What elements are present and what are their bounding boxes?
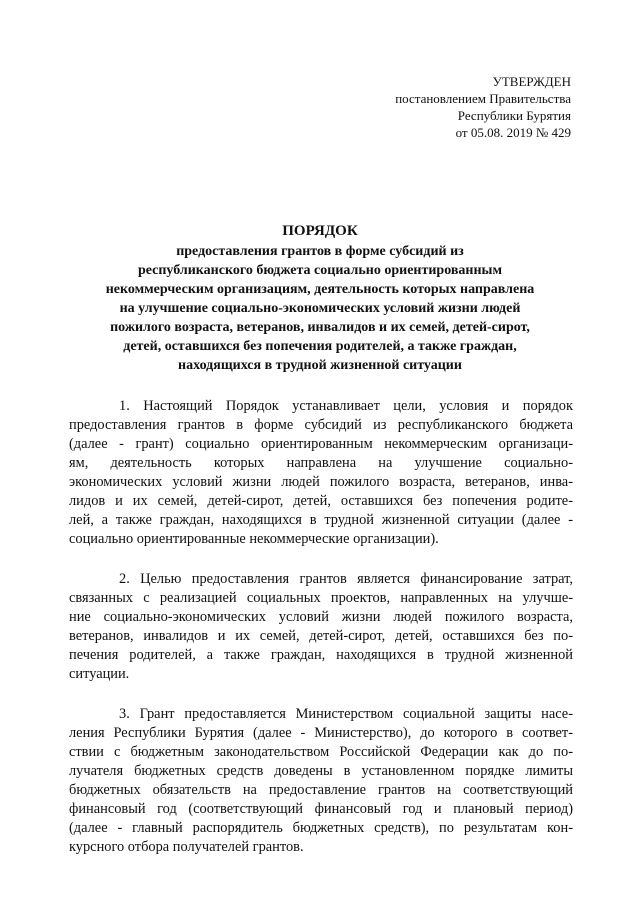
paragraph-line: финансовый год (соответствующий финансовый год и плановый период) xyxy=(69,801,573,817)
paragraph-line: 1. Настоящий Порядок устанавливает цели, условия и порядок xyxy=(119,398,573,414)
paragraph-line: курсного отбора получателей грантов. xyxy=(69,839,304,855)
paragraph-3 xyxy=(69,705,573,857)
approval-date-number: от 05.08. 2019 № 429 xyxy=(455,125,571,140)
subtitle-line: детей, оставшихся без попечения родителей, а также граждан, xyxy=(123,339,517,354)
paragraph-line: 2. Целью предоставления грантов является финансирование затрат, xyxy=(119,571,573,587)
paragraph-line: связанных с реализацией социальных проектов, направленных на улучше- xyxy=(69,590,573,606)
subtitle-line: республиканского бюджета социально ориентированным xyxy=(137,263,503,278)
paragraph-line: ветеранов, инвалидов и их семей, детей-сирот, детей, оставшихся без по- xyxy=(69,628,573,644)
paragraph-line: ления Республики Бурятия (далее - Министерство), до которого в соответ- xyxy=(69,725,573,741)
paragraph-line: лучателя бюджетных средств доведены в установленном порядке лимиты xyxy=(69,763,573,779)
paragraph-line: бюджетных обязательств на предоставление грантов на соответствующий xyxy=(69,782,573,798)
subtitle-line: находящихся в трудной жизненной ситуации xyxy=(178,358,462,373)
document-title-block xyxy=(100,222,540,375)
paragraph-line: ситуации. xyxy=(69,666,130,682)
paragraph-1 xyxy=(69,397,573,549)
paragraph-line: (далее - грант) социально ориентированным некоммерческим организаци- xyxy=(69,436,573,452)
subtitle-line: пожилого возраста, ветеранов, инвалидов и их семей, детей-сирот, xyxy=(110,320,530,335)
paragraph-line: лей, а также граждан, находящихся в трудной жизненной ситуации (далее - xyxy=(69,512,573,528)
document-title: ПОРЯДОК xyxy=(282,223,358,239)
approval-stamp xyxy=(395,73,571,141)
approval-republic: Республики Бурятия xyxy=(457,108,571,123)
paragraph-line: экономических условий жизни людей пожилого возраста, ветеранов, инва- xyxy=(69,474,573,490)
subtitle-line: предоставления грантов в форме субсидий из xyxy=(176,244,464,259)
paragraph-line: лидов и их семей, детей-сирот, детей, оставшихся без попечения родите- xyxy=(69,493,573,509)
paragraph-line: предоставления грантов в форме субсидий из республиканского бюджета xyxy=(69,417,573,433)
document-body xyxy=(69,397,573,878)
document-subtitle xyxy=(100,242,540,375)
paragraph-line: ствии с бюджетным законодательством Российской Федерации как до по- xyxy=(69,744,573,760)
approval-label: УТВЕРЖДЕН xyxy=(492,74,571,89)
paragraph-line: ние социально-экономических условий жизни людей пожилого возраста, xyxy=(69,609,573,625)
paragraph-line: (далее - главный распорядитель бюджетных средств), по результатам кон- xyxy=(69,820,573,836)
paragraph-line: ям, деятельность которых направлена на улучшение социально- xyxy=(69,455,573,471)
subtitle-line: на улучшение социально-экономических условий жизни людей xyxy=(119,301,521,316)
paragraph-line: социально ориентированные некоммерческие организации). xyxy=(69,531,439,547)
paragraph-2 xyxy=(69,570,573,684)
approval-authority: постановлением Правительства xyxy=(395,91,571,106)
paragraph-line: 3. Грант предоставляется Министерством социальной защиты насе- xyxy=(119,706,573,722)
subtitle-line: некоммерческим организациям, деятельность которых направлена xyxy=(105,282,535,297)
paragraph-line: печения родителей, а также граждан, находящихся в трудной жизненной xyxy=(69,647,573,663)
